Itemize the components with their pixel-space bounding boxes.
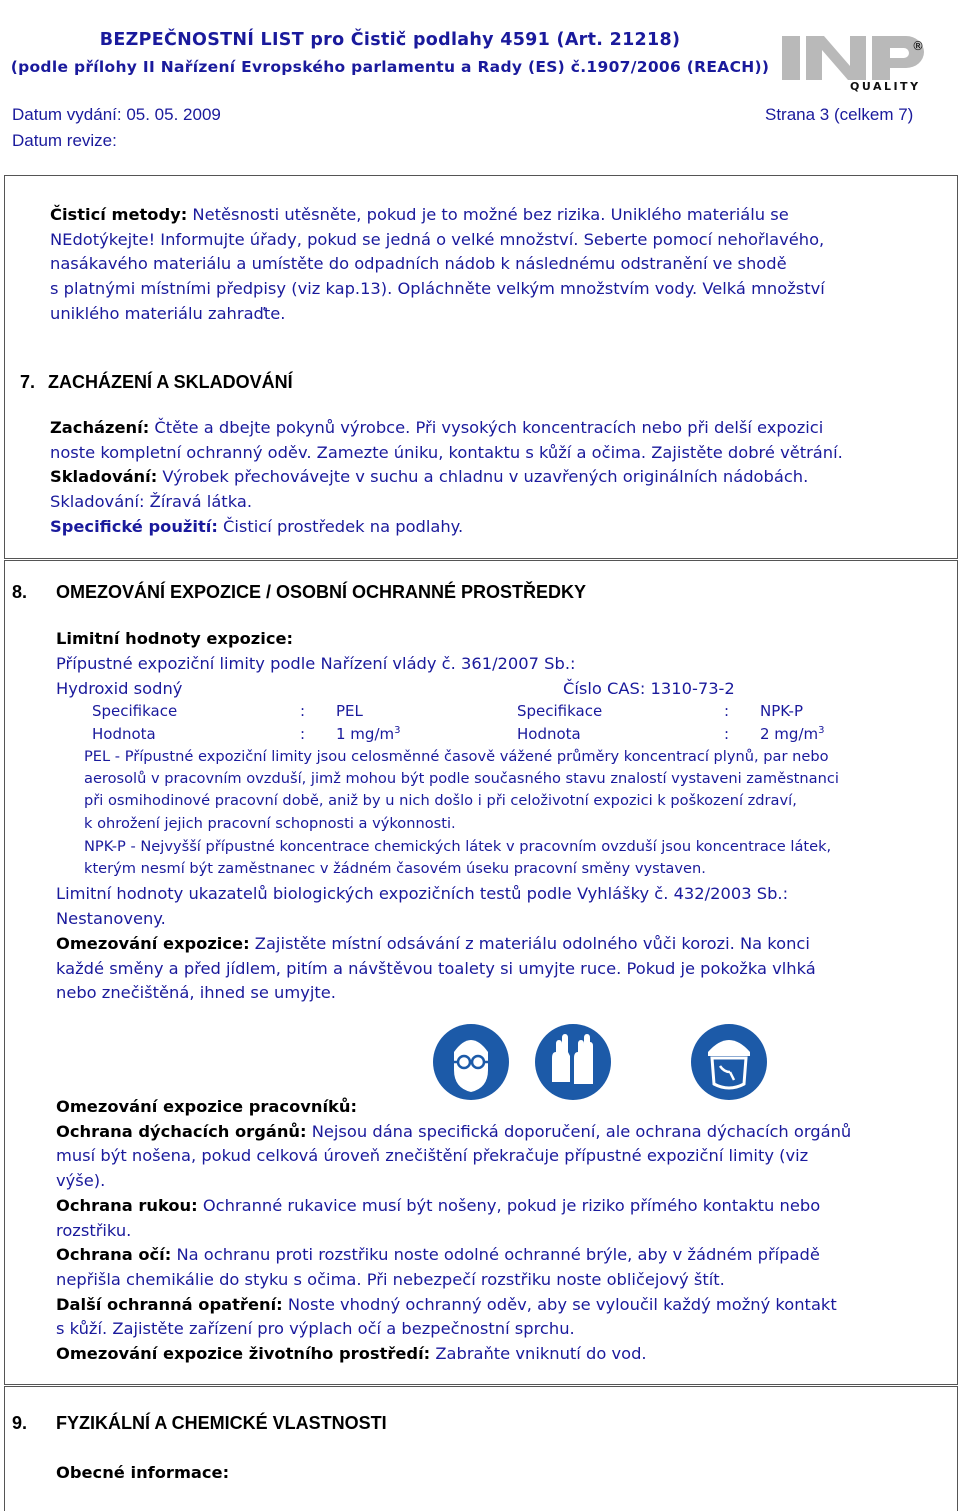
npk-value: 2 $mg/m^3$: [760, 725, 825, 743]
gloves-icon: [534, 1022, 612, 1102]
limits-subtitle: Přípustné expoziční limity podle Nařízení vlády č. 361/2007 Sb.:: [56, 654, 576, 673]
section-7-title: ZACHÁZENÍ A SKLADOVÁNÍ: [48, 372, 293, 392]
specific-use-label: Specifické použití:: [50, 516, 218, 536]
storage-label: Skladování:: [50, 467, 158, 487]
control-label: Omezování expozice:: [56, 934, 250, 953]
general-info-label: Obecné informace:: [56, 1463, 230, 1482]
section-7-number: 7.: [20, 372, 36, 392]
colon-3: :: [300, 725, 306, 743]
handling-label: Zacházení:: [50, 418, 150, 437]
spec-label-1: Specifikace: [92, 702, 178, 720]
document-subtitle: (podle přílohy II Nařízení Evropského parlamentu a Rady (ES) č.1907/2006 (REACH)): [10, 58, 770, 76]
biological-limits: Limitní hodnoty ukazatelů biologických expozičních testů podle Vyhlášky č. 432/2003 Sb.: Nestanoveny.: [56, 884, 789, 928]
section-9-title: FYZIKÁLNÍ A CHEMICKÉ VLASTNOSTI: [56, 1413, 387, 1433]
page-number: Strana 3 (celkem 7): [765, 105, 914, 124]
cleanup-label: Čisticí metody:: [50, 205, 188, 224]
issue-date: Datum vydání: 05. 05. 2009: [12, 105, 221, 124]
colon-2: :: [724, 702, 730, 720]
hands-label: Ochrana rukou:: [56, 1195, 198, 1215]
pel-value: 1 $mg/m^3$: [336, 725, 401, 743]
document-title: BEZPEČNOSTNÍ LIST pro Čistič podlahy 4591 (Art. 21218): [99, 30, 681, 50]
colon-1: :: [300, 702, 306, 720]
value-label-2: Hodnota: [517, 725, 581, 743]
handling-storage: Zacházení: Čtěte a dbejte pokynů výrobce. Při vysokých koncentracích nebo při delší expozici noste kompletní ochranný oděv. Zamezte úniku, kontaktu s kůží a očima. Zajistěte dobré větrání. Skladování: Výrobek přechovávejte v suchu a chladnu v uzavřených originálních nádobách. Skladování: Žíravá látka. Specifické použití: Čisticí prostředek na podlahy.: [50, 416, 950, 540]
cas-number: Číslo CAS: 1310-73-2: [563, 679, 735, 698]
limits-label: Limitní hodnoty expozice:: [56, 629, 294, 648]
inp-quality-logo: [780, 30, 940, 92]
section-box-9: [4, 1386, 958, 1511]
respiratory-label: Ochrana dýchacích orgánů:: [56, 1121, 307, 1141]
colon-4: :: [724, 725, 730, 743]
cleanup-methods: Čisticí metody: Netěsnosti utěsněte, pokud je to možné bez rizika. Uniklého materiálu se NEdotýkejte! Informujte úřady, pokud se jedná o velké množství. Seberte pomocí nehořlavého, nasákavého materiálu a umístěte do odpadních nádob k následnému odstranění ve shodě s platnými místními předpisy (viz kap.13). Opláchněte velkým množstvím vody. Velká množství uniklého materiálu zahraďte.: [50, 205, 825, 323]
registered-mark: ®: [912, 39, 924, 53]
value-label-1: Hodnota: [92, 725, 156, 743]
pel-note: PEL - Přípustné expoziční limity jsou celosměnné časově vážené průměry koncentrací plynů, par nebo aerosolů v pracovním ovzduší, jimž mohou být podle současného stavu znalostí vystaveni zaměstnanci při osmihodinové pracovní době, aniž by u nich došlo i při celoživotní expozici k poškození zdraví, k ohrožení jejich pracovní schopnosti a výkonnosti.: [84, 748, 839, 832]
workers-label: Omezování expozice pracovníků:: [56, 1097, 357, 1116]
section-8-number: 8.: [12, 582, 28, 602]
exposure-control: Omezování expozice: Zajistěte místní odsávání z materiálu odolného vůči korozi. Na konci každé směny a před jídlem, pitím a návštěvou toalety si umyjte ruce. Pokud je pokožka vlhká nebo znečištěná, ihned se umyjte.: [56, 934, 816, 1003]
revision-date: Datum revize:: [12, 131, 117, 150]
storage-corrosive: Skladování: Žíravá látka.: [50, 492, 252, 512]
npk-note: NPK-P - Nejvyšší přípustné koncentrace chemických látek v pracovním ovzduší jsou koncentrace látek, kterým nesmí být zaměstnanec v žádném časovém úseku pracovní směny vystaven.: [84, 838, 832, 878]
pel-spec: PEL: [336, 702, 363, 720]
worker-protection: Omezování expozice pracovníků: Ochrana dýchacích orgánů: Nejsou dána specifická doporučení, ale ochrana dýchacích orgánů musí být nošena, pokud celková úroveň znečištění překračuje přípustné expoziční limity (viz výše). Ochrana rukou: Ochranné rukavice musí být nošeny, pokud je riziko přímého kontaktu nebo rozstřiku. Ochrana očí: Na ochranu proti rozstřiku noste odolné ochranné brýle, aby v žádném případě nepřišla chemikálie do styku s očima. Při nebezpečí rozstřiku noste obličejový štít. Další ochranná opatření: Noste vhodný ochranný oděv, aby se vyloučil každý možný kontakt s kůží. Zajistěte zařízení pro výplach očí a bezpečnostní sprchu. Omezování expozice životního prostředí: Zabraňte vniknutí do vod.: [56, 1095, 952, 1367]
eyes-label: Ochrana očí:: [56, 1245, 172, 1265]
substance-name: Hydroxid sodný: [56, 679, 183, 698]
section-9-number: 9.: [12, 1413, 28, 1433]
goggles-icon: [432, 1022, 510, 1102]
environment-label: Omezování expozice životního prostředí:: [56, 1344, 431, 1364]
logo-quality-text: QUALITY: [850, 80, 921, 92]
other-measures-label: Další ochranná opatření:: [56, 1294, 283, 1314]
face-shield-icon: [690, 1022, 768, 1102]
spec-label-2: Specifikace: [517, 702, 603, 720]
section-8-title: OMEZOVÁNÍ EXPOZICE / OSOBNÍ OCHRANNÉ PROSTŘEDKY: [56, 582, 587, 602]
npk-spec: NPK-P: [760, 702, 803, 720]
